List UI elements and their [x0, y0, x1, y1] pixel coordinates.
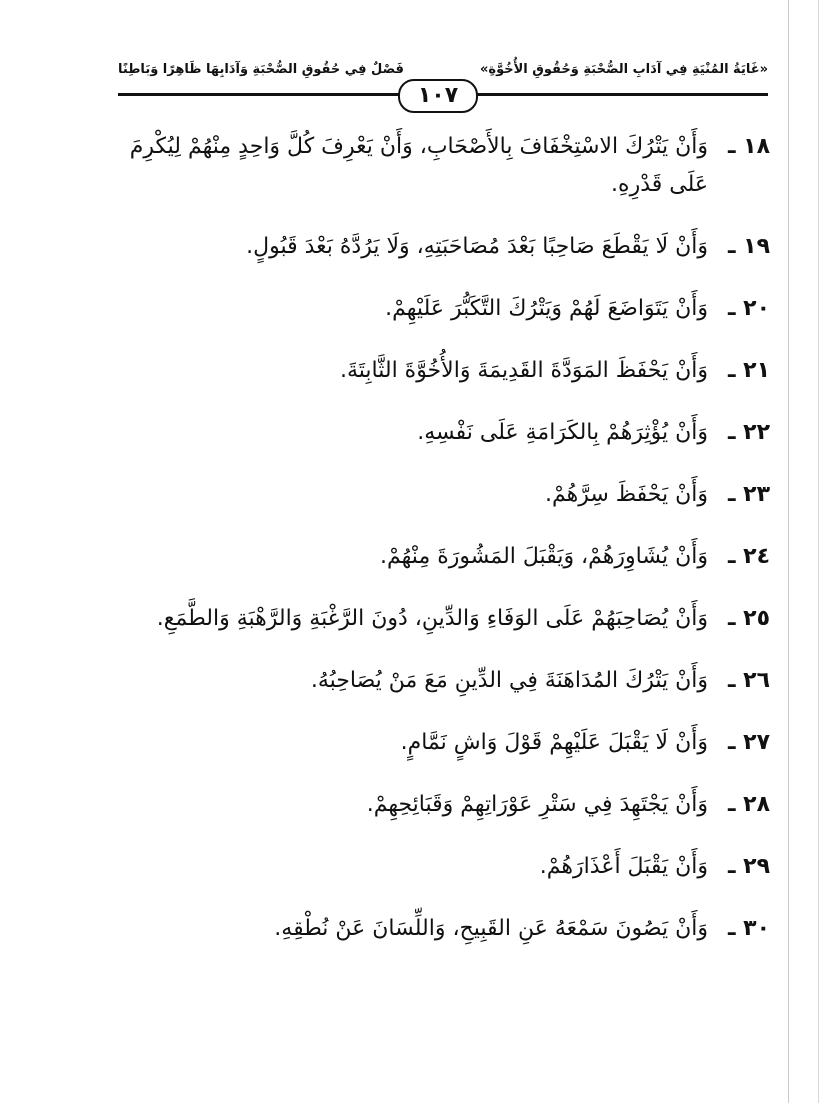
binding-line: [818, 0, 819, 1103]
item-number: ٢٣ ـ: [727, 482, 770, 507]
item-number: ٣٠ ـ: [727, 916, 770, 941]
list-item: [110, 352, 770, 390]
list-item: [110, 538, 770, 576]
header-chapter-title: فَصْلٌ فِي حُقُوقِ الصُّحْبَةِ وَآدَابِهَا ظَاهِرًا وَبَاطِنًا: [118, 62, 404, 77]
list-item: [110, 662, 770, 700]
item-text: وَأَنْ لَا يَقْبَلَ عَلَيْهِمْ قَوْلَ وَاشٍ نَمَّامٍ.: [400, 730, 708, 755]
list-item: [110, 600, 770, 638]
list-item: [110, 476, 770, 514]
list-item: [110, 414, 770, 452]
list-item: [110, 228, 770, 266]
item-number: ٢٠ ـ: [727, 296, 770, 321]
list-item: [110, 290, 770, 328]
page-number: ١٠٧: [398, 79, 478, 113]
item-number: ٢٩ ـ: [727, 854, 770, 879]
rights-list: [110, 128, 770, 972]
item-text: وَأَنْ يَحْفَظَ المَوَدَّةَ القَدِيمَةَ وَالأُخُوَّةَ الثَّابِتَةَ.: [339, 358, 708, 383]
item-text: وَأَنْ يَحْفَظَ سِرَّهُمْ.: [544, 482, 708, 507]
item-number: ٢٧ ـ: [727, 730, 770, 755]
list-item: [110, 724, 770, 762]
item-text: وَأَنْ يَصُونَ سَمْعَهُ عَنِ القَبِيحِ، وَاللِّسَانَ عَنْ نُطْقِهِ.: [274, 916, 708, 941]
item-text: وَأَنْ يَتَوَاضَعَ لَهُمْ وَيَتْرُكَ التَّكَبُّرَ عَلَيْهِمْ.: [385, 296, 708, 321]
item-number: ٢١ ـ: [727, 358, 770, 383]
item-number: ٢٨ ـ: [727, 792, 770, 817]
item-text: وَأَنْ يَقْبَلَ أَعْذَارَهُمْ.: [539, 854, 708, 879]
item-text: وَأَنْ يَتْرُكَ المُدَاهَنَةَ فِي الدِّينِ مَعَ مَنْ يُصَاحِبُهُ.: [310, 668, 708, 693]
item-text: وَأَنْ يُؤْثِرَهُمْ بِالكَرَامَةِ عَلَى نَفْسِهِ.: [417, 420, 708, 445]
item-number: ٢٥ ـ: [727, 606, 770, 631]
item-text: وَأَنْ لَا يَقْطَعَ صَاحِبًا بَعْدَ مُصَاحَبَتِهِ، وَلَا يَرُدَّهُ بَعْدَ قَبُولٍ.: [246, 234, 708, 259]
binding-line: [788, 0, 789, 1103]
list-item: [110, 128, 770, 204]
list-item: [110, 848, 770, 886]
item-number: ٢٢ ـ: [727, 420, 770, 445]
item-text: وَأَنْ يُصَاحِبَهُمْ عَلَى الوَفَاءِ وَالدِّينِ، دُونَ الرَّغْبَةِ وَالرَّهْبَةِ وَالطَّمَعِ.: [156, 606, 708, 631]
item-number: ١٩ ـ: [727, 234, 770, 259]
item-number: ١٨ ـ: [727, 134, 770, 159]
list-item: [110, 786, 770, 824]
item-number: ٢٦ ـ: [727, 668, 770, 693]
item-text: وَأَنْ يُشَاوِرَهُمْ، وَيَقْبَلَ المَشُورَةَ مِنْهُمْ.: [380, 544, 708, 569]
header-book-title: «غَايَةُ المُنْيَةِ فِي آدَابِ الصُّحْبَةِ وَحُقُوقِ الأُخُوَّةِ»: [480, 62, 768, 77]
item-text: وَأَنْ يَتْرُكَ الاسْتِخْفَافَ بِالأَصْحَابِ، وَأَنْ يَعْرِفَ كُلَّ وَاحِدٍ مِنْهُمْ لِيُكْرِمَ عَلَى قَدْرِهِ.: [129, 134, 708, 197]
item-text: وَأَنْ يَجْتَهِدَ فِي سَتْرِ عَوْرَاتِهِمْ وَقَبَائِحِهِمْ.: [366, 792, 708, 817]
item-number: ٢٤ ـ: [727, 544, 770, 569]
list-item: [110, 910, 770, 948]
